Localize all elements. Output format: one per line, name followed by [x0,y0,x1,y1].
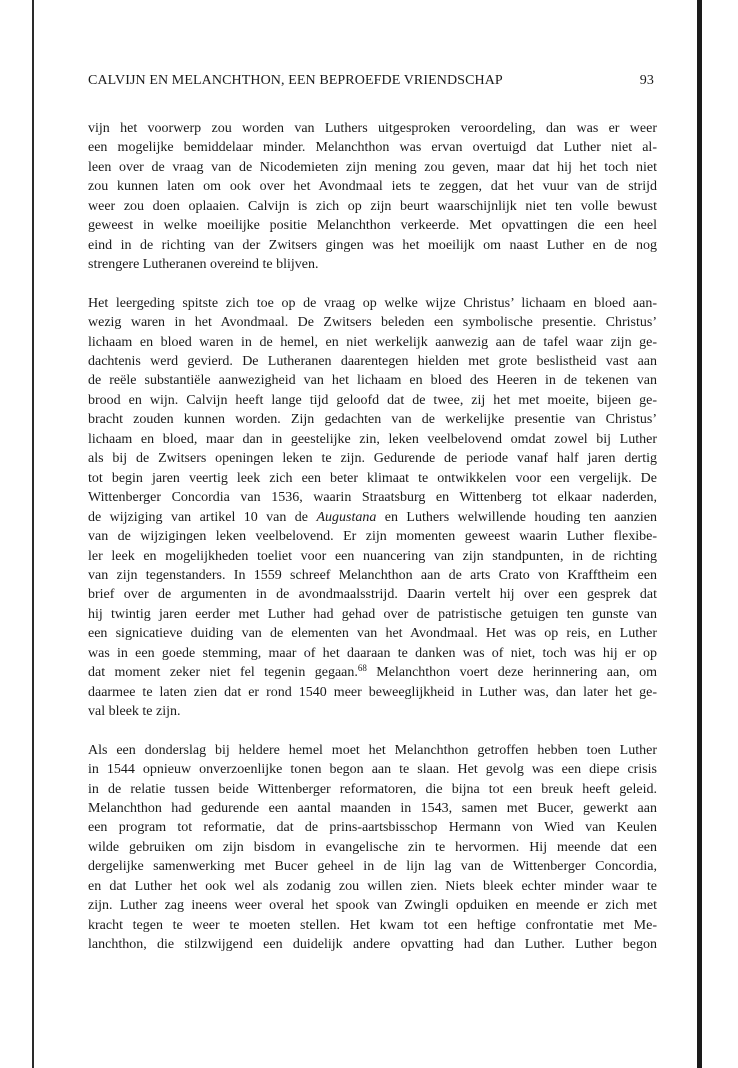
text-line: geweest in welke moeilijke positie Melanchthon verkeerde. Met opvattingen die een heel [88,218,657,234]
text-line: val bleek te zijn. [88,704,181,720]
text-line: was in een goede stemming, maar of het daaraan te danken was of niet, toch was hij er op [88,645,657,661]
text-line: leen over de vraag van de Nicodemieten zijn mening zou geven, maar dat hij het toch niet [88,159,657,175]
text-line: wezig waren in het Avondmaal. De Zwitsers beleden een symbolische presentie. Christus’ [88,315,657,331]
italic-title: Augustana [316,509,377,525]
page-edge-left [32,0,34,1068]
text-line: ler leek en mogelijkheden toeliet voor een nuancering van zijn standpunten, in de richting [88,548,657,564]
text-line: Het leergeding spitste zich toe op de vraag op welke wijze Christus’ lichaam en bloed aan- [88,295,657,311]
text-line: van de wijzigingen leken veelbelovend. Er zijn momenten geweest waarin Luther flexibe- [88,529,657,545]
text-line: hij twintig jaren eerder met Luther had gehad over de patristische getuigen ten gunste van [88,606,657,622]
paragraph-1 [88,119,657,275]
text-fragment: dat moment zeker niet fel tegenin gegaan. [88,665,358,681]
text-line: de reële substantiële aanwezigheid van het lichaam en bloed des Heeren in de tekenen van [88,373,657,389]
text-line: Als een donderslag bij heldere hemel moet het Melanchthon getroffen hebben toen Luther [88,742,657,758]
text-line: vijn het voorwerp zou worden van Luthers uitgesproken veroordeling, dan was er weer [88,121,657,136]
text-line: tot begin jaren veertig leek zich een beter klimaat te ontwikkelen voor een vergelijk. De [88,470,657,486]
text-line: daarmee te laten zien dat er rond 1540 meer beweeglijkheid in Luther was, dan later het ge- [88,684,657,700]
text-line: brief over de argumenten in de avondmaalsstrijd. Daarin vertelt hij over een gesprek dat [88,587,657,603]
body-text [88,119,657,955]
text-line: eind in de richting van der Zwitsers gingen was het moeilijk om naast Luther en de nog [88,237,657,253]
text-line: in de relatie tussen beide Wittenberger reformatoren, die bijna tot een breuk heeft geleid. [88,781,657,797]
text-line-with-italic [88,508,657,527]
running-head-title: CALVIJN EN MELANCHTHON, EEN BEPROEFDE VRIENDSCHAP [88,73,503,88]
text-line: in 1544 opnieuw onverzoenlijke tonen begon aan te slaan. Het gevolg was een diepe crisis [88,762,657,778]
text-fragment: de wijziging van artikel 10 van de [88,509,317,525]
text-fragment: Melanchthon voert deze herinnering aan, om [366,665,657,681]
text-line: wilde gebruiken om zijn bisdom in evangelische zin te hervormen. Hij meende dat een [88,839,657,855]
text-line: weer zou doen oplaaien. Calvijn is zich op zijn beurt waarschijnlijk niet ten volle bewust [88,198,657,214]
text-line: strengere Lutheranen overeind te blijven. [88,257,319,273]
text-line: als bij de Zwitsers openingen leken te zijn. Gedurende de periode vanaf half jaren dertig [88,451,657,467]
footnote-ref[interactable]: 68 [357,663,367,674]
text-line: een mogelijke bemiddelaar minder. Melanchthon was ervan overtuigd dat Luther niet al- [88,140,657,156]
text-line: lichaam en bloed waren in de hemel, en niet werkelijk aanwezig aan de tafel waar zijn ge- [88,334,657,350]
text-line: bracht zouden kunnen worden. Zijn gedachten van de werkelijke presentie van Christus’ [88,412,657,428]
text-line-with-footnote [88,663,657,682]
paragraph-2 [88,294,657,722]
text-line: lichaam en bloed, maar dan in geestelijke zin, leken veelbelovend omdat zowel bij Luther [88,431,657,447]
text-line: van zijn tegenstanders. In 1559 schreef Melanchthon aan de arts Crato von Krafftheim een [88,567,657,583]
text-line: kracht tegen te weer te moeten stellen. Het kwam tot een heftige confrontatie met Me- [88,917,657,933]
text-line: zou kunnen laten om ook over het Avondmaal iets te zeggen, dat het vuur van de strijd [88,179,657,195]
text-fragment: en Luthers welwillende houding ten aanzien [376,509,658,525]
text-line: en dat Luther het ook wel als zodanig zou willen zien. Niets bleek echter minder waar te [88,878,657,894]
paragraph-3 [88,741,657,955]
text-line: brood en wijn. Calvijn heeft lange tijd geloofd dat de twee, zij het met moeite, bijeen ge- [88,392,657,408]
text-line: dachtenis werd gevierd. De Lutheranen daarentegen hielden met grote beslistheid vast aan [88,353,657,369]
text-line: een program tot reformatie, dat de prins-aartsbisschop Hermann von Wied van Keulen [88,820,657,836]
text-line: Wittenberger Concordia van 1536, waarin Straatsburg en Wittenberg tot elkaar naderden, [88,490,657,506]
page-edge-right [697,0,702,1068]
page-number: 93 [639,73,654,88]
text-line: zijn. Luther zag ineens weer overal het spook van Zwingli opduiken en meende er zich met [88,898,657,914]
text-line: een signicatieve duiding van de elementen van het Avondmaal. Het was op reis, en Luther [88,626,657,642]
text-line: dergelijke samenwerking met Bucer geheel in de lijn lag van de Wittenberger Concordia, [88,859,657,875]
text-line: lanchthon, die stilzwijgend een duidelijk andere opvatting had dan Luther. Luther begon [88,937,657,953]
text-line: Melanchthon had gedurende een aantal maanden in 1543, samen met Bucer, gewerkt aan [88,800,657,816]
